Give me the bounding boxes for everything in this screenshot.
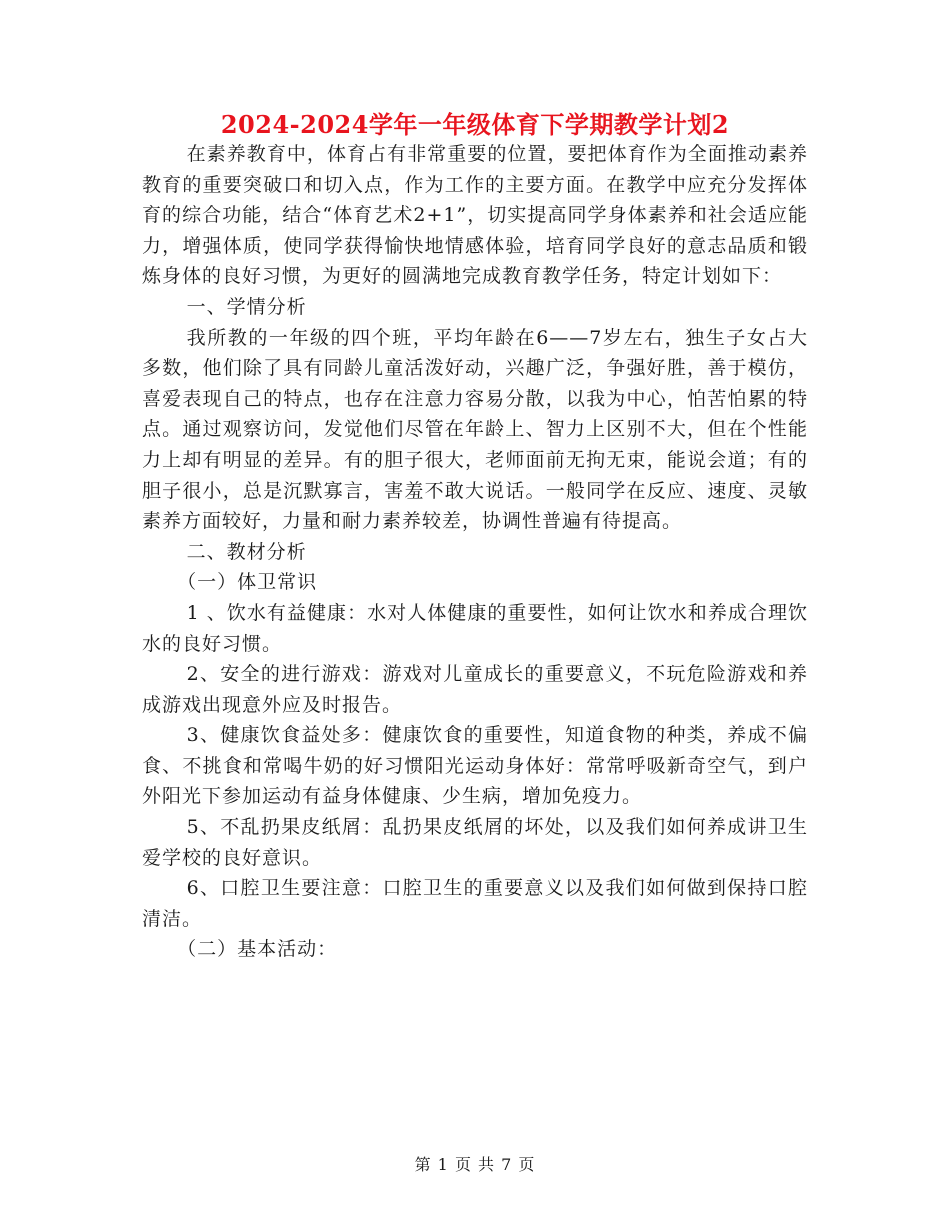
list-item-2: 2、安全的进行游戏：游戏对儿童成长的重要意义，不玩危险游戏和养成游戏出现意外应及时报告。 [142, 663, 808, 716]
list-item-3: 3、健康饮食益处多：健康饮食的重要性，知道食物的种类，养成不偏食、不挑食和常喝牛奶的好习惯阳光运动身体好：常常呼吸新奇空气，到户外阳光下参加运动有益身体健康、少生病，增加免疫力。 [142, 724, 808, 808]
document-title: 2024-2024学年一年级体育下学期教学计划2 [220, 110, 730, 139]
section-heading-learning-analysis: 一、学情分析 [186, 295, 307, 318]
intro-paragraph: 在素养教育中，体育占有非常重要的位置，要把体育作为全面推动素养教育的重要突破口和切入点，作为工作的主要方面。在教学中应充分发挥体育的综合功能，结合“体育艺术2+1”，切实提高同学身体素养和社会适应能力，增强体质，使同学获得愉快地情感体验，培育同学良好的意志品质和锻炼身体的良好习惯，为更好的圆满地完成教育教学任务，特定计划如下： [142, 143, 808, 288]
section-heading-material-analysis: 二、教材分析 [186, 540, 307, 563]
subsection-heading-hygiene: （一）体卫常识 [177, 571, 318, 594]
learning-analysis-paragraph: 我所教的一年级的四个班，平均年龄在6——7岁左右，独生子女占大多数，他们除了具有同龄儿童活泼好动，兴趣广泛，争强好胜，善于模仿，喜爱表现自己的特点，也存在注意力容易分散，以我为中心，怕苦怕累的特点。通过观察访问，发觉他们尽管在年龄上、智力上区别不大，但在个性能力上却有明显的差异。有的胆子很大，老师面前无拘无束，能说会道；有的胆子很小，总是沉默寡言，害羞不敢大说话。一般同学在反应、速度、灵敏素养方面较好，力量和耐力素养较差，协调性普遍有待提高。 [142, 326, 808, 533]
document-body [142, 139, 808, 965]
subsection-heading-basic-activities: （二）基本活动： [177, 938, 338, 961]
list-item-1: 1 、饮水有益健康：水对人体健康的重要性，如何让饮水和养成合理饮水的良好习惯。 [142, 601, 808, 655]
page-footer: 第 1 页 共 7 页 [414, 1155, 536, 1174]
list-item-6: 6、口腔卫生要注意：口腔卫生的重要意义以及我们如何做到保持口腔清洁。 [142, 877, 808, 930]
list-item-5: 5、不乱扔果皮纸屑：乱扔果皮纸屑的坏处，以及我们如何养成讲卫生爱学校的良好意识。 [142, 816, 808, 869]
